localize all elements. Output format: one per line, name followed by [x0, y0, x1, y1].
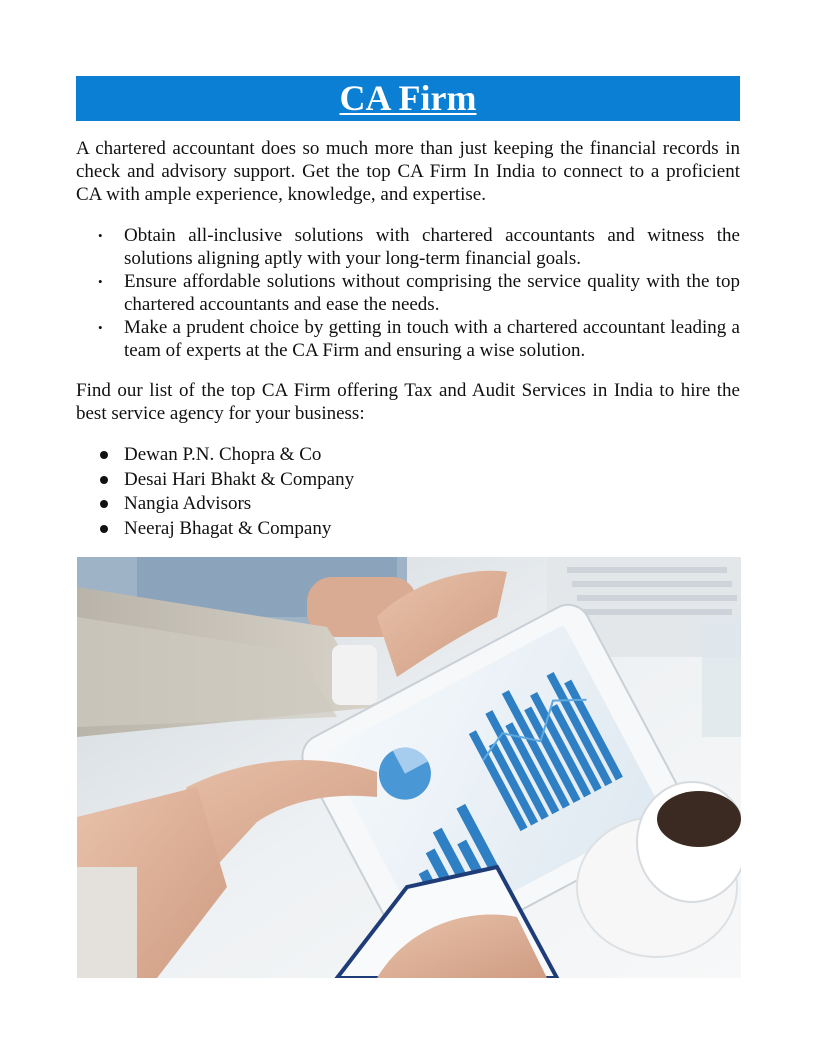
intro-paragraph: A chartered accountant does so much more than just keeping the financial records in check and advisory support. Get the top CA Firm In India to connect to a proficient CA with ample experience, knowledge, and expertise. [76, 138, 740, 205]
bullet-icon [100, 451, 108, 459]
list-item [76, 224, 740, 270]
bullet-icon: • [98, 320, 103, 335]
document-page [76, 76, 740, 541]
list-item [76, 316, 740, 362]
bullet-icon [100, 525, 108, 533]
firms-list [76, 443, 740, 541]
list-item [76, 492, 740, 517]
firm-name: Dewan P.N. Chopra & Co [124, 444, 322, 465]
list-item [76, 443, 740, 468]
bullet-icon: • [98, 274, 103, 289]
title-banner [76, 76, 740, 121]
firm-name: Desai Hari Bhakt & Company [124, 468, 355, 490]
firm-name: Neeraj Bhagat & Company [124, 517, 332, 539]
business-tablet-photo [77, 557, 741, 978]
list-item-text: Make a prudent choice by getting in touch with a chartered accountant leading a team of experts at the CA Firm and ensuring a wise solution. [124, 317, 740, 361]
list-item [76, 468, 740, 493]
list-item [76, 517, 740, 542]
list-intro-paragraph: Find our list of the top CA Firm offering Tax and Audit Services in India to hire the best service agency for your business: [76, 380, 740, 424]
list-item [76, 270, 740, 316]
firm-name: Nangia Advisors [124, 493, 252, 514]
bullet-icon: • [98, 228, 103, 243]
bullet-icon [100, 500, 108, 508]
benefits-list [76, 224, 740, 362]
photo-illustration [77, 557, 741, 978]
page-title: CA Firm [339, 78, 477, 118]
list-item-text: Obtain all-inclusive solutions with chartered accountants and witness the solutions aligning aptly with your long-term financial goals. [124, 225, 740, 269]
bullet-icon [100, 476, 108, 484]
list-item-text: Ensure affordable solutions without comprising the service quality with the top chartered accountants and ease the needs. [124, 271, 740, 315]
